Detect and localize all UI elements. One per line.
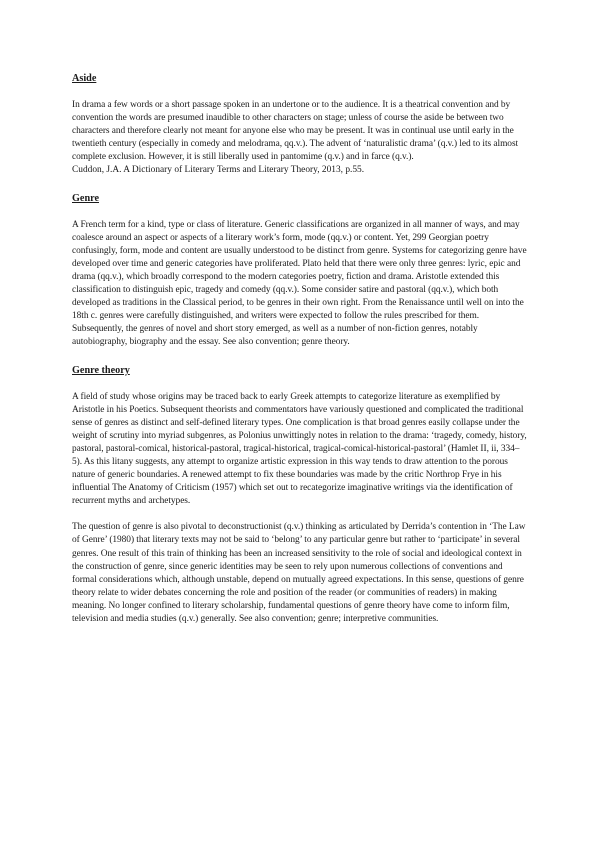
genre-paragraph: A French term for a kind, type or class of literature. Generic classifications are organized in all manner of ways, and may coalesce around an aspect or aspects of a literary work’s form, mode (qq.v.) or content. Yet, 299 Georgian poetry confusingly, form, mode and content are usually understood to be distinct from genre. Systems for categorizing genre have developed over time and generic categories have proliferated. Plato held that there were only three genres: lyric, epic and drama (qq.v.), which broadly correspond to the modern categories poetry, fiction and drama. Aristotle extended this classification to distinguish epic, tragedy and comedy (qq.v.). Some consider satire and pastoral (qq.v.), which both developed as traditions in the Classical period, to be genres in their own right. From the Renaissance until well on into the 18th c. genres were carefully distinguished, and writers were expected to follow the rules prescribed for them. Subsequently, the genres of novel and short story emerged, as well as a number of non-fiction genres, notably autobiography, biography and the essay. See also convention; genre theory. <box>72 219 527 348</box>
genre-theory-paragraph-1: A field of study whose origins may be traced back to early Greek attempts to categorize literature as exemplified by Aristotle in his Poetics. Subsequent theorists and commentators have variously questioned and complicated the traditional sense of genres as distinct and self-defined literary types. One complication is that broad genres easily collapse under the weight of scrutiny into myriad subgenres, as Polonius unwittingly notes in relation to the drama: ‘tragedy, comedy, history, pastoral, pastoral-comical, historical-pastoral, tragical-historical, tragical-comical-historical-pastoral’ (Hamlet II, ii, 334–5). As this litany suggests, any attempt to organize artistic expression in this way tends to draw attention to the porous nature of generic boundaries. A renewed attempt to fix these boundaries was made by the critic Northrop Frye in his influential The Anatomy of Criticism (1957) which set out to recategorize imaginative writings via the identification of recurrent myths and archetypes. <box>72 391 527 507</box>
genre-theory-paragraph-2: The question of genre is also pivotal to deconstructionist (q.v.) thinking as articulated by Derrida’s contention in ‘The Law of Genre’ (1980) that literary texts may not be said to ‘belong’ to any particular genre but rather to ‘participate’ in several genres. One result of this train of thinking has been an increased sensitivity to the role of social and ideological context in the construction of genre, since generic identities may be seen to rely upon numerous collections of conventions and formal considerations which, although unstable, depend on mutually agreed expectations. In this sense, questions of genre theory relate to wider debates concerning the role and position of the reader (or communities of readers) in making meaning. No longer confined to literary scholarship, fundamental questions of genre theory have come to inform film, television and media studies (q.v.) generally. See also convention; genre; interpretive communities. <box>72 522 526 624</box>
section-heading-genre: Genre <box>72 192 99 204</box>
section-heading-genre-theory: Genre theory <box>72 364 130 376</box>
section-heading-aside: Aside <box>72 73 97 84</box>
aside-paragraph: In drama a few words or a short passage spoken in an undertone or to the audience. It is a theatrical convention and by convention the words are presumed inaudible to other characters on stage; unless of course the aside be between two characters and therefore clearly not meant for anyone else who may be present. It was in continual use until early in the twentieth century (especially in comedy and melodrama, qq.v.). The advent of ‘naturalistic drama’ (q.v.) led to its almost complete exclusion. However, it is still liberally used in pantomime (q.v.) and in farce (q.v.). <box>72 100 519 163</box>
aside-citation: Cuddon, J.A. A Dictionary of Literary Terms and Literary Theory, 2013, p.55. <box>72 165 365 176</box>
